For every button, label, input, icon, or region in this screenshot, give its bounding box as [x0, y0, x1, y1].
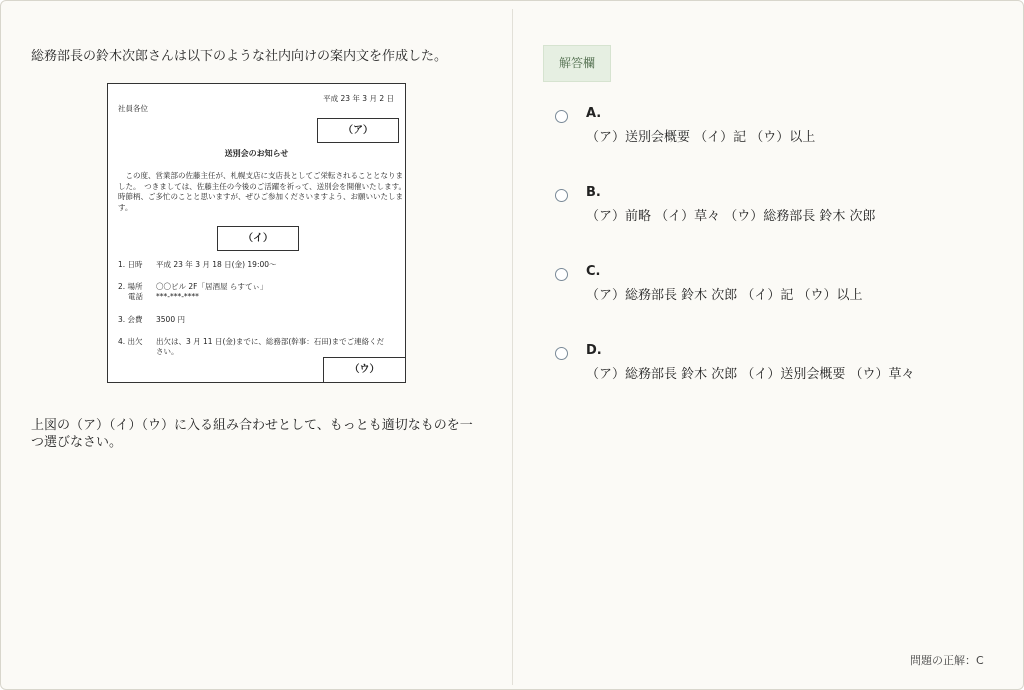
- question-intro: 総務部長の鈴木次郎さんは以下のような社内向けの案内文を作成した。: [31, 49, 448, 64]
- doc-item-value: 3500 円: [156, 315, 185, 324]
- doc-item-label: 2. 場所: [118, 282, 143, 291]
- doc-item-attendance: [118, 337, 384, 348]
- correct-answer-text: 問題の正解：C: [910, 654, 984, 667]
- doc-item-label: 3. 会費: [118, 315, 143, 324]
- option-letter: B.: [586, 185, 601, 200]
- doc-item-datetime: [118, 260, 277, 271]
- option-text[interactable]: （ア）総務部長 鈴木 次郎 （イ）記 （ウ）以上: [586, 288, 863, 303]
- doc-item-phone: [128, 292, 199, 303]
- doc-item-subvalue: ***-***-****: [156, 292, 199, 301]
- doc-item-value: 〇〇ビル 2F「居酒屋 らすてぃ」: [156, 282, 268, 291]
- doc-date: 平成 23 年 3 月 2 日: [323, 94, 394, 103]
- option-letter: D.: [586, 343, 602, 358]
- radio-button[interactable]: [555, 110, 568, 123]
- doc-body: この度、営業部の佐藤主任が、札幌支店に支店長としてご栄転されることとなりました。 つきましては、佐藤主任の今後のご活躍を祈って、送別会を開催いたします。 時節柄、ご多忙のことと思いますが、ぜひご参加くださいますよう、お願いいたします。: [118, 171, 410, 212]
- option-letter: C.: [586, 264, 601, 279]
- doc-item-label: 1. 日時: [118, 260, 143, 269]
- radio-button[interactable]: [555, 347, 568, 360]
- panel-divider: [512, 9, 513, 685]
- doc-item-fee: [118, 315, 185, 326]
- doc-item-label: 4. 出欠: [118, 337, 143, 346]
- notice-document-image: [107, 83, 410, 383]
- option-text[interactable]: （ア）送別会概要 （イ）記 （ウ）以上: [586, 130, 816, 145]
- option-letter: A.: [586, 106, 602, 121]
- doc-title: 送別会のお知らせ: [224, 149, 289, 158]
- option-text[interactable]: （ア）前略 （イ）草々 （ウ）総務部長 鈴木 次郎: [586, 209, 876, 224]
- blank-box-u: （ウ）: [323, 357, 406, 383]
- option-text[interactable]: （ア）総務部長 鈴木 次郎 （イ）送別会概要 （ウ）草々: [586, 367, 915, 382]
- doc-item-value: 平成 23 年 3 月 18 日(金) 19:00〜: [156, 260, 277, 269]
- answer-header: 解答欄: [543, 45, 611, 82]
- question-prompt: 上図の（ア）（イ）（ウ）に入る組み合わせとして、もっとも適切なものを一つ選びなさい。: [31, 418, 473, 450]
- doc-item-attendance-cont: さい。: [156, 347, 179, 356]
- doc-addressee: 社員各位: [118, 104, 148, 113]
- doc-item-place: [118, 282, 267, 293]
- radio-button[interactable]: [555, 268, 568, 281]
- doc-item-sublabel: 電話: [128, 292, 143, 301]
- blank-box-a: （ア）: [317, 118, 399, 143]
- radio-button[interactable]: [555, 189, 568, 202]
- blank-box-i: （イ）: [217, 226, 299, 251]
- doc-item-value: 出欠は、3 月 11 日(金)までに、総務部(幹事：石田)までご連絡くだ: [156, 337, 385, 346]
